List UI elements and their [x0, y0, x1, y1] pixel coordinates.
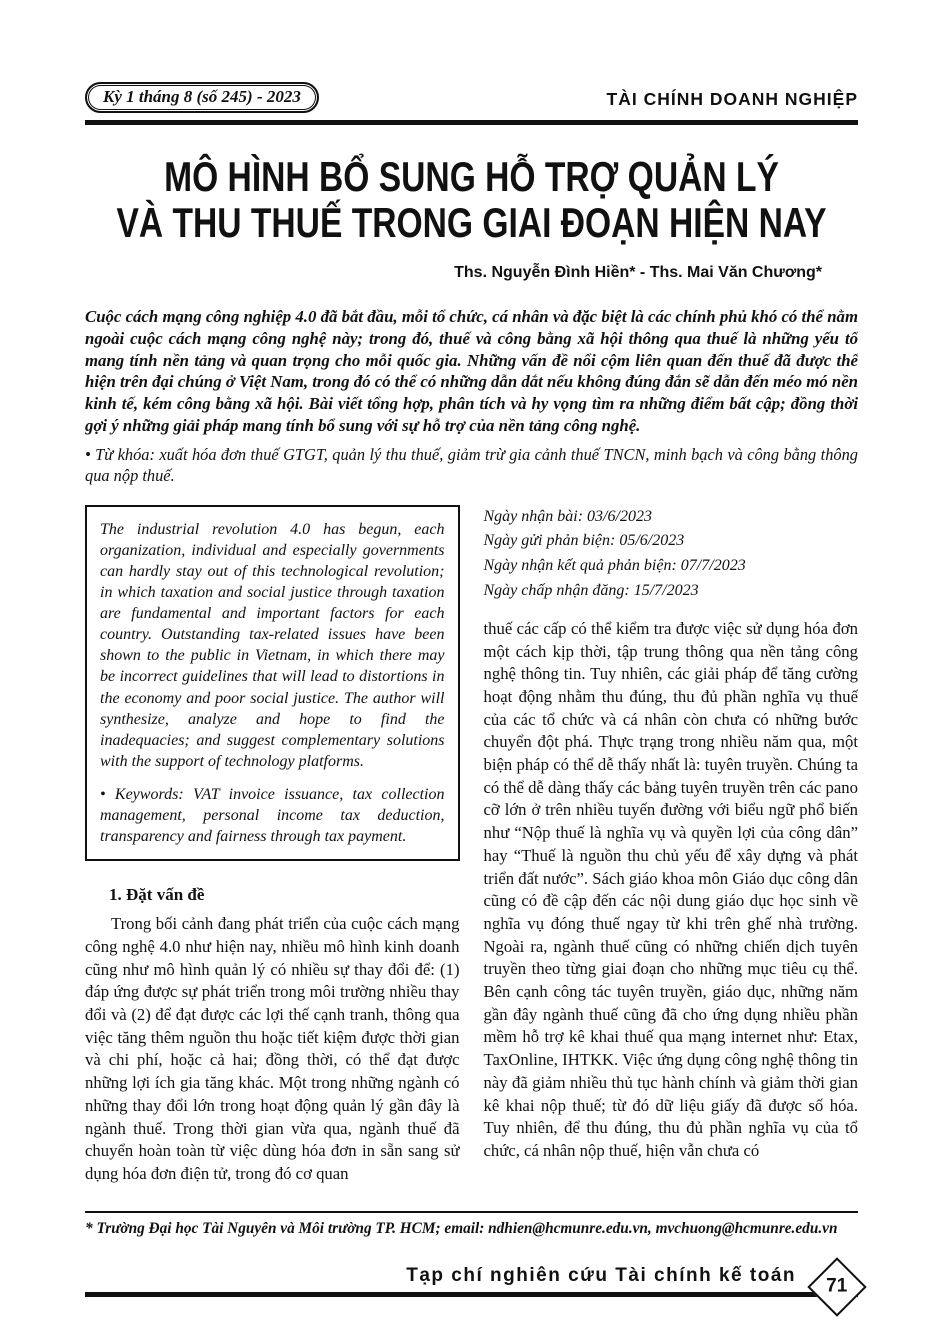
date-review-result: Ngày nhận kết quả phản biện: 07/7/2023 — [483, 557, 746, 575]
body-paragraph-right: thuế các cấp có thể kiểm tra được việc sử dụng hóa đơn một cách kịp thời, tập trung thông qua nền tảng công nghệ thông tin. Tuy nhiên, các giải pháp để tăng cường hoạt động nhằm thu đúng, thu đủ phần nghĩa vụ thuế của các tổ chức và cá nhân còn chưa có những bước chuyển đột phá. Thực trạng trong nhiều năm qua, một biện pháp có thể dễ thấy nhất là: tuyên truyền. Chúng ta có thể dễ dàng thấy các bảng tuyên truyền trên các pano cỡ lớn ở trên nhiều tuyến đường với biểu ngữ phổ biến như “Nộp thuế là nghĩa vụ và quyền lợi của công dân” hay “Thuế là nguồn thu chủ yếu để xây dựng và phát triển đất nước”. Sách giáo khoa môn Giáo dục công dân cũng có đề cập đến các nội dung giáo dục học sinh về nghĩa vụ đóng thuế ngay từ khi trên ghế nhà trường. Ngoài ra, ngành thuế cũng có những chiến dịch tuyên truyền theo từng giai đoạn cho những mục tiêu cụ thể. Bên cạnh công tác tuyên truyền, giáo dục, những năm gần đây ngành thuế cũng đã cho ứng dụng nhiều phần mềm hỗ trợ kê khai thuế qua mạng internet như: Etax, TaxOnline, IHTKK. Việc ứng dụng công nghệ thông tin này đã giảm nhiều thủ tục hành chính và giảm thời gian kê khai nộp thuế; từ đó dữ liệu giấy đã được số hóa. Tuy nhiên, để thu đúng, thu đủ phần nghĩa vụ của tổ chức, cá nhân nộp thuế, hiện vẫn chưa có — [483, 618, 858, 1160]
header-rule — [85, 120, 858, 125]
footer-rule — [85, 1292, 858, 1297]
keywords-english: • Keywords: VAT invoice issuance, tax collection management, personal income tax deduction, transparency and fairness through tax payment. — [100, 785, 445, 846]
date-sent-review: Ngày gửi phản biện: 05/6/2023 — [483, 532, 685, 550]
page-content — [85, 82, 858, 1202]
page-footer — [85, 1253, 858, 1305]
page-number: 71 — [826, 1275, 848, 1297]
page-number-diamond — [807, 1257, 866, 1316]
keywords-vietnamese: • Từ khóa: xuất hóa đơn thuế GTGT, quản lý thu thuế, giảm trừ gia cảnh thuế TNCN, minh bạch và công bằng thông qua nộp thuế. — [85, 444, 858, 486]
right-column — [484, 505, 859, 1186]
date-accepted: Ngày chấp nhận đăng: 15/7/2023 — [483, 582, 699, 600]
article-title-line-1: MÔ HÌNH BỔ SUNG HỖ TRỢ QUẢN LÝ — [164, 154, 779, 201]
authors-line: Ths. Nguyễn Đình Hiền* - Ths. Mai Văn Chương* — [454, 264, 822, 281]
article-title-line-2: VÀ THU THUẾ TRONG GIAI ĐOẠN HIỆN NAY — [116, 199, 827, 246]
section-heading-1: 1. Đặt vấn đề — [109, 885, 205, 905]
date-received: Ngày nhận bài: 03/6/2023 — [483, 507, 652, 525]
issue-badge: Kỳ 1 tháng 8 (số 245) - 2023 — [85, 82, 319, 113]
abstract-english: The industrial revolution 4.0 has begun, each organization, individual and especially governments can hardly stay out of this technological revolution; in which taxation and social justice through taxation are fundamental and important factors for each country. Outstanding tax-related issues have been shown to the public in Vietnam, in which there may be incorrect guidelines that will lead to distortions in the economy and poor social justice. The author will synthesize, analyze and hope to find the inadequacies; and suggest complementary solutions with the support of technology platforms. — [100, 520, 445, 770]
english-abstract-box — [85, 505, 460, 862]
article-title — [85, 155, 858, 246]
left-column — [85, 505, 460, 1186]
body-paragraph-left: Trong bối cảnh đang phát triển của cuộc cách mạng công nghệ 4.0 như hiện nay, nhiều mô hình kinh doanh cũng như mô hình quản lý có nhiều sự thay đổi để: (1) đáp ứng được sự phát triển trong môi trường nhiều thay đổi và (2) để đạt được các lợi thế cạnh tranh, thông qua việc tăng thêm nguồn thu hoặc tiết kiệm được thời gian và chi phí, hoặc cả hai; đồng thời, có thể đạt được những lợi ích gia tăng khác. Một trong những ngành có những thay đổi lớn trong hoạt động quản lý gần đây là ngành thuế. Trong thời gian vừa qua, ngành thuế đã chuyển hoàn toàn từ việc dùng hóa đơn in sẵn sang sử dụng hóa đơn điện tử, trong đó cơ quan — [85, 914, 460, 1183]
review-dates — [484, 505, 859, 604]
page-header — [85, 82, 858, 120]
footer-journal-line: Tạp chí nghiên cứu Tài chính kế toán — [406, 1265, 796, 1286]
abstract-vietnamese: Cuộc cách mạng công nghiệp 4.0 đã bắt đầu, mỗi tổ chức, cá nhân và đặc biệt là các chính phủ khó có thể nằm ngoài cuộc cách mạng công nghệ này; trong đó, thuế và công bằng xã hội thông qua thuế là những yếu tố mang tính nền tảng và quan trọng cho mỗi quốc gia. Những vấn đề nổi cộm liên quan đến thuế đã được thể hiện trên đại chúng ở Việt Nam, trong đó có thể có những dẫn dắt nếu không đúng đắn sẽ dẫn đến méo mó nền kinh tế, kém công bằng xã hội. Bài viết tổng hợp, phân tích và hy vọng tìm ra những điểm bất cập; đồng thời gợi ý những giải pháp mang tính bổ sung với sự hỗ trợ của nền tảng công nghệ. — [85, 307, 858, 436]
journal-name: TÀI CHÍNH DOANH NGHIỆP — [606, 89, 858, 109]
author-affiliation-footnote: * Trường Đại học Tài Nguyên và Môi trường TP. HCM; email: ndhien@hcmunre.edu.vn, mvchuong@hcmunre.edu.vn — [85, 1211, 858, 1238]
two-column-body — [85, 505, 858, 1186]
